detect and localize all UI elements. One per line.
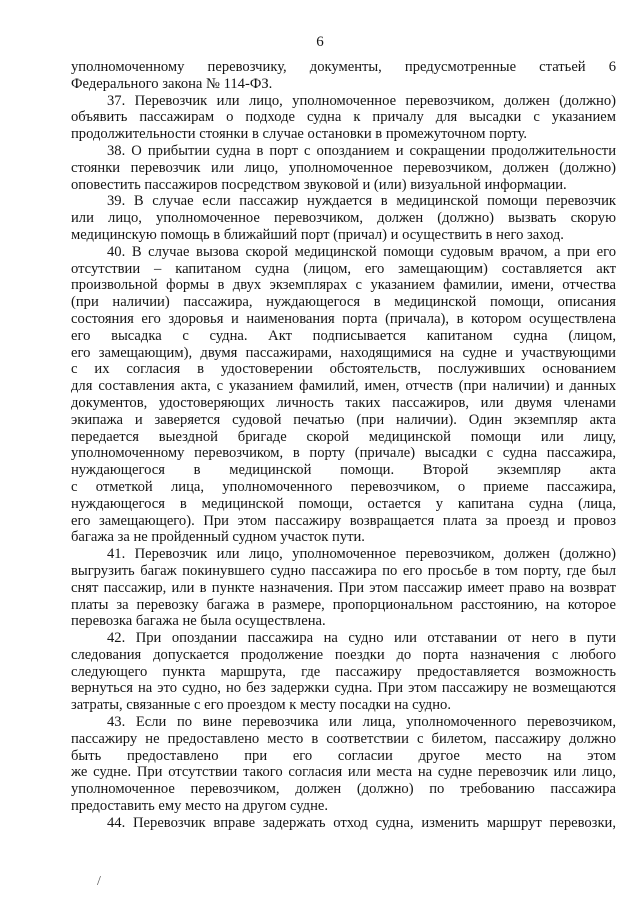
text-line: нуждающегося в медицинской помощи. Второй экземпляр акта <box>71 462 616 479</box>
text-line: или лицо, уполномоченное перевозчиком, должен (должно) вызвать скорую <box>71 210 616 227</box>
text-line: оповестить пассажиров посредством звуковой и (или) визуальной информации. <box>71 176 567 193</box>
text-line: 43. Если по вине перевозчика или лица, уполномоченного перевозчиком, <box>107 714 616 731</box>
text-line: предоставить ему место на другом судне. <box>71 798 329 815</box>
text-line: стоянки перевозчик или лицо, уполномоченное перевозчиком, должен (должно) <box>71 159 616 176</box>
text-line: пассажиру не предоставлено место в соответствии с билетом, пассажиру должно <box>71 730 616 747</box>
text-line: затраты, связанные с его проездом к месту посадки на судно. <box>71 697 451 714</box>
text-line: с их согласия в удостоверении обстоятельств, послуживших основанием <box>71 361 616 378</box>
text-line: Федерального закона № 114-ФЗ. <box>71 75 273 92</box>
text-line: его замещающего). При этом пассажиру возвращается плата за проезд и провоз <box>71 512 616 529</box>
text-line: нуждающегося в медицинской помощи, остается у капитана судна (лица, <box>71 495 616 512</box>
text-line: для составления акта, с указанием фамилий, имен, отчеств (при наличии) и данных <box>71 378 616 395</box>
text-line: 37. Перевозчик или лицо, уполномоченное перевозчиком, должен (должно) <box>107 92 616 109</box>
text-line: документов, удостоверяющих личность таких пассажиров, или двумя членами <box>71 394 616 411</box>
text-line: платы за перевозку багажа в размере, пропорциональном расстоянию, на которое <box>71 596 616 613</box>
text-line: же судне. При отсутствии такого согласия или места на судне перевозчик или лицо, <box>71 764 616 781</box>
text-line: следования допускается продолжение поездки до порта назначения с любого <box>71 646 616 663</box>
text-line: выгрузить багаж покинувшего судно пассажира по его просьбе в том порту, где был <box>71 562 616 579</box>
text-line: с отметкой лица, уполномоченного перевозчиком, о приеме пассажира, <box>71 478 616 495</box>
text-line: произвольной формы в двух экземплярах с указанием фамилии, имени, отчества <box>71 277 616 294</box>
text-line: 38. О прибытии судна в порт с опозданием и сокращении продолжительности <box>107 142 616 159</box>
text-line: 41. Перевозчик или лицо, уполномоченное перевозчиком, должен (должно) <box>107 546 616 563</box>
text-line: его высадка с судна. Акт подписывается капитаном судна (лицом, <box>71 327 616 344</box>
text-line: 42. При опоздании пассажира на судно или отставании от него в пути <box>107 630 616 647</box>
text-line: продолжительности стоянки в случае остановки в промежуточном порту. <box>71 126 528 143</box>
text-line: состояния его здоровья и наименования порта (причала), в котором осуществлена <box>71 310 616 327</box>
text-line: его замещающим), двумя пассажирами, находящимися на судне и участвующими <box>71 344 616 361</box>
text-line: медицинскую помощь в ближайший порт (причал) и осуществить в него заход. <box>71 226 564 243</box>
text-line: уполномоченное перевозчиком, должен (должно) по требованию пассажира <box>71 781 616 798</box>
text-line: снят пассажир, или в пункте назначения. При этом пассажир имеет право на возврат <box>71 579 616 596</box>
text-line: багажа за не пройденный судном участок пути. <box>71 529 365 546</box>
text-line: быть предоставлено при его согласии другое место на этом <box>71 747 616 764</box>
text-line: 39. В случае если пассажир нуждается в медицинской помощи перевозчик <box>107 193 616 210</box>
text-line: 44. Перевозчик вправе задержать отход судна, изменить маршрут перевозки, <box>107 814 616 831</box>
text-line: уполномоченному перевозчиком, в порту (причале) высадки с судна пассажира, <box>71 445 616 462</box>
text-line: (при наличии) пассажира, нуждающегося в медицинской помощи, описания <box>71 294 616 311</box>
stray-pen-mark: / <box>97 874 101 889</box>
text-line: перевозка багажа не была осуществлена. <box>71 613 326 630</box>
page-number: 6 <box>316 34 324 50</box>
text-line: следующего пункта маршрута, где пассажиру предоставляется возможность <box>71 663 616 680</box>
text-line: отсутствии – капитаном судна (лицом, его замещающим) составляется акт <box>71 260 616 277</box>
text-line: вернуться на это судно, но без задержки судна. При этом пассажиру не возмещаются <box>71 680 616 697</box>
text-line: экипажа и заверяется судовой печатью (при наличии). Один экземпляр акта <box>71 411 616 428</box>
text-line: 40. В случае вызова скорой медицинской помощи судовым врачом, а при его <box>107 243 616 260</box>
document-body <box>71 59 616 832</box>
text-line: передается выездной бригаде скорой медицинской помощи или лицу, <box>71 428 616 445</box>
text-line: объявить пассажирам о подходе судна к причалу для высадки с указанием <box>71 109 616 126</box>
text-line: уполномоченному перевозчику, документы, предусмотренные статьей 6 <box>71 59 616 75</box>
